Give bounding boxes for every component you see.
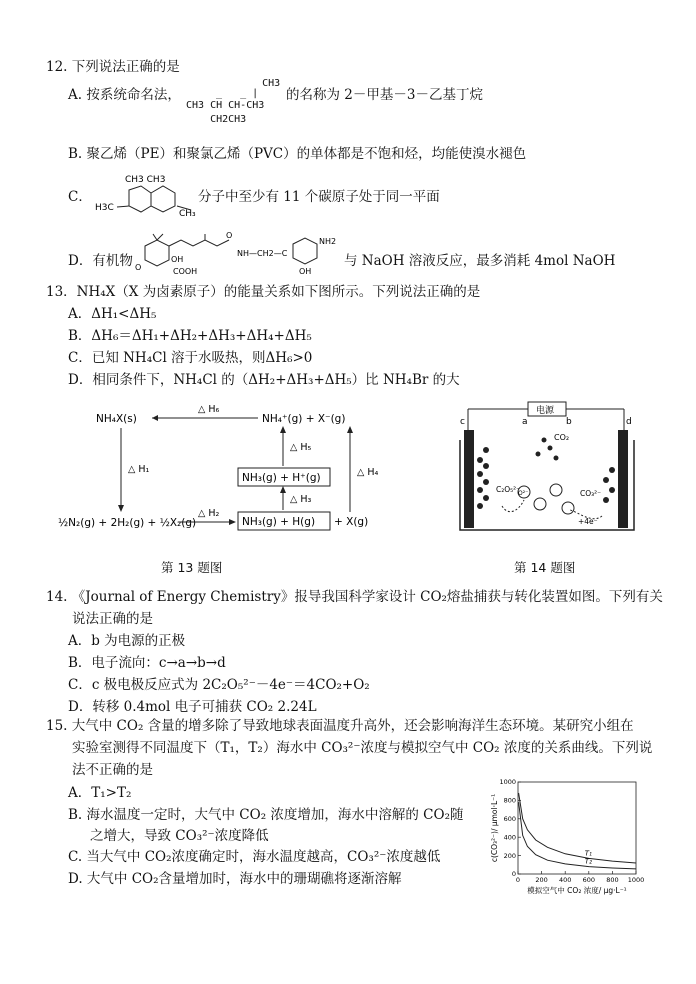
q14-option-b: B．电子流向：c→a→b→d (68, 655, 226, 671)
mol-label: H3C (95, 203, 114, 213)
electrode-c-label: c (460, 417, 465, 427)
q15-option-c: C. 当大气中 CO₂浓度确定时，海水温度越高，CO₃²⁻浓度越低 (68, 849, 441, 865)
q13-stem: 13．NH₄X（X 为卤素原子）的能量关系如下图所示。下列说法正确的是 (46, 284, 481, 300)
q13-caption: 第 13 题图 (161, 560, 223, 575)
electrode-d-label: d (626, 417, 632, 427)
mol-label: COOH (173, 267, 198, 276)
q14-stem-cont: 说法正确的是 (72, 611, 153, 627)
electron-label: +4e⁻ (578, 517, 598, 526)
nh3h-label: NH₃(g) + H(g) (242, 516, 316, 528)
y-tick-label: 800 (503, 796, 516, 805)
q14-option-d: D．转移 0.4mol 电子可捕获 CO₂ 2.24L (68, 699, 317, 715)
dh5-label: △ H₅ (290, 442, 312, 453)
y-tick-label: 400 (503, 833, 516, 842)
x-tick-label: 400 (558, 876, 572, 884)
oxide-label: O²⁻ (518, 490, 529, 497)
q12-a-structure (186, 78, 284, 130)
mol-label: OH (171, 255, 184, 264)
q12-option-d-text: 与 NaOH 溶液反应，最多消耗 4mol NaOH (344, 253, 616, 269)
q15-concentration-chart (488, 776, 652, 898)
chart-xlabel: 模拟空气中 CO₂ 浓度/ μg·L⁻¹ (527, 886, 627, 895)
q15-option-b-line1: B. 海水温度一定时，大气中 CO₂ 浓度增加，海水中溶解的 CO₂随 (68, 807, 464, 823)
q13-option-b: B．ΔH₆＝ΔH₁+ΔH₂+ΔH₃+ΔH₄+ΔH₅ (68, 328, 312, 344)
q13-energy-diagram (58, 400, 398, 540)
ions-label: NH₄⁺(g) + X⁻(g) (262, 413, 346, 425)
nh4x-label: NH₄X(s) (96, 413, 137, 425)
series-line-1 (519, 793, 636, 863)
mol-label: O (226, 232, 233, 240)
q13-option-a: A．ΔH₁<ΔH₅ (68, 306, 157, 322)
q15-stem-line3: 法不正确的是 (72, 762, 153, 778)
q14-option-a: A．b 为电源的正极 (68, 633, 186, 649)
q12-option-a-prefix: A. 按系统命名法， (68, 87, 181, 103)
mol-label: OH (299, 267, 312, 276)
co3-label: CO₃²⁻ (580, 489, 602, 498)
x-tick-label: 600 (582, 876, 596, 884)
electrode-a-label: a (522, 417, 528, 427)
q12-c-biphenyl-structure (95, 172, 203, 218)
q15-option-d: D. 大气中 CO₂含量增加时，海水中的珊瑚礁将逐渐溶解 (68, 871, 402, 887)
q14-electrolysis-diagram (452, 400, 644, 548)
power-label: 电源 (536, 406, 555, 416)
mol-line: CH3 (232, 78, 281, 89)
x-tick-label: 0 (515, 876, 521, 884)
series-label-1: T₁ (584, 849, 592, 858)
dh1-label: △ H₁ (128, 464, 150, 475)
mol-label: NH—CH2—C (237, 249, 288, 258)
x-tick-label: 200 (535, 876, 548, 884)
mol-line: CH3 CH CH-CH3 (186, 100, 265, 111)
q13-option-d: D．相同条件下，NH₄Cl 的（ΔH₂+ΔH₃+ΔH₅）比 NH₄Br 的大 (68, 372, 460, 388)
q12-option-a-text: 的名称为 2－甲基－3－乙基丁烷 (286, 87, 483, 103)
y-tick-label: 200 (503, 851, 516, 860)
dh2-label: △ H₂ (198, 508, 220, 519)
mol-label: NH2 (319, 237, 337, 246)
mol-line: CH2CH3 (186, 114, 247, 125)
q12-option-b: B. 聚乙烯（PE）和聚氯乙烯（PVC）的单体都是不饱和烃，均能使溴水褪色 (68, 146, 527, 162)
x-tick-label: 1000 (627, 876, 645, 884)
chart-ylabel: c(CO₃²⁻)/ μmol·L⁻¹ (490, 793, 499, 863)
y-tick-label: 1000 (499, 778, 516, 787)
chart-plot-frame (518, 782, 636, 874)
elements-label: ½N₂(g) + 2H₂(g) + ½X₂(g) (58, 517, 197, 529)
series-label-2: T₂ (584, 857, 592, 866)
mol-line: _ _ | (204, 88, 259, 99)
mol-label: O (135, 263, 142, 272)
q15-option-a: A．T₁>T₂ (68, 785, 132, 801)
q12-stem: 12. 下列说法正确的是 (46, 59, 180, 75)
co2-label: CO₂ (554, 433, 570, 442)
q15-stem-line2: 实验室测得不同温度下（T₁，T₂）海水中 CO₃²⁻浓度与模拟空气中 CO₂ 浓度的关系曲线。下列说 (72, 740, 653, 756)
svg-text:CH₃: CH₃ (179, 209, 196, 218)
dh6-label: △ H₆ (198, 404, 220, 415)
q13-option-c: C．已知 NH₄Cl 溶于水吸热，则ΔH₆>0 (68, 350, 313, 366)
q14-stem: 14. 《Journal of Energy Chemistry》报导我国科学家设计 CO₂熔盐捕获与转化装置如图。下列有关 (46, 589, 663, 605)
mol-label: CH3 CH3 (125, 175, 166, 185)
plus-x-label: + X(g) (334, 516, 369, 528)
q12-option-c-prefix: C． (68, 189, 92, 205)
q14-caption: 第 14 题图 (514, 560, 576, 575)
q12-d-organic-structure (133, 232, 347, 276)
q14-option-c: C．c 极电极反应式为 2C₂O₅²⁻－4e⁻＝4CO₂+O₂ (68, 677, 370, 693)
q12-option-c-text: 分子中至少有 11 个碳原子处于同一平面 (198, 189, 440, 205)
y-tick-label: 600 (503, 815, 516, 823)
q12-option-d-prefix: D．有机物 (68, 253, 133, 269)
c2o5-label: C₂O₅²⁻ (496, 485, 521, 494)
x-tick-label: 800 (606, 876, 619, 884)
dh4-label: △ H₄ (357, 467, 379, 478)
series-line-2 (519, 802, 636, 869)
electrode-b-label: b (566, 417, 572, 427)
q15-option-b-line2: 之增大，导致 CO₃²⁻浓度降低 (90, 828, 269, 844)
q15-stem-line1: 15. 大气中 CO₂ 含量的增多除了导致地球表面温度升高外，还会影响海洋生态环境。某研究小组在 (46, 718, 634, 734)
y-tick-label: 0 (511, 870, 516, 879)
nh3hplus-label: NH₃(g) + H⁺(g) (242, 472, 321, 484)
dh3-label: △ H₃ (290, 494, 312, 505)
